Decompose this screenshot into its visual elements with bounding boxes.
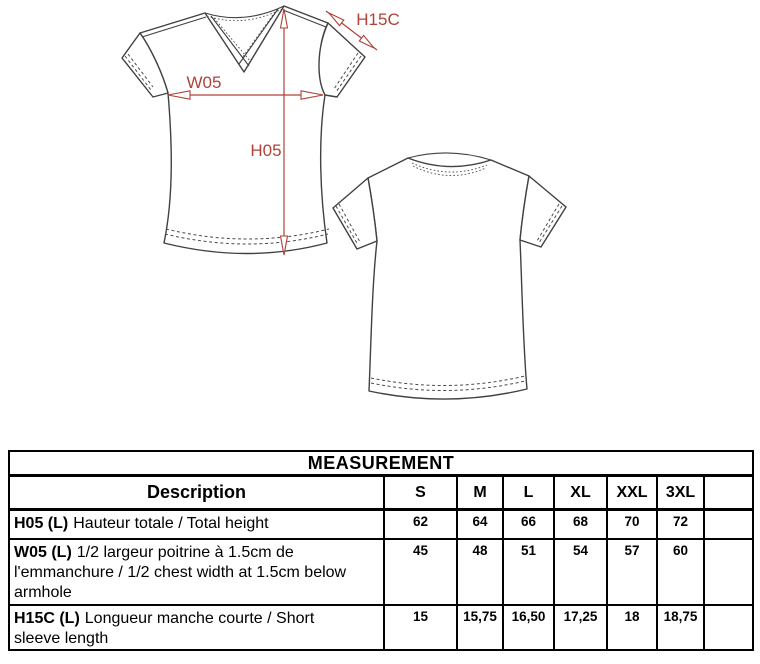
back-body-outline: [368, 158, 529, 399]
value-cell: 15: [384, 605, 457, 650]
value-cell: 18,75: [657, 605, 704, 650]
measure-code: H05 (L): [14, 515, 69, 532]
measure-desc: Longueur manche courte / Short sleeve length: [14, 609, 315, 647]
value-cell: 60: [657, 539, 704, 605]
value-cell: 15,75: [457, 605, 503, 650]
value-cell: 51: [503, 539, 554, 605]
value-cell: 18: [607, 605, 657, 650]
size-header-s: S: [384, 476, 457, 510]
table-header-row: [9, 476, 753, 510]
value-cell: 45: [384, 539, 457, 605]
value-cell: 64: [457, 510, 503, 539]
size-header-empty: [704, 476, 753, 510]
w05-label: W05: [186, 73, 222, 92]
value-cell: 16,50: [503, 605, 554, 650]
description-header: Description: [9, 476, 384, 510]
value-cell: 54: [554, 539, 607, 605]
table-title-row: [9, 451, 753, 476]
value-cell: 17,25: [554, 605, 607, 650]
h05-label: H05: [250, 141, 282, 160]
size-header-m: M: [457, 476, 503, 510]
row-description: [9, 510, 384, 539]
row-description: [9, 539, 384, 605]
front-right-sleeve: [319, 23, 365, 97]
table-row-h05: [9, 510, 753, 539]
size-header-l: L: [503, 476, 554, 510]
table-row-w05: [9, 539, 753, 605]
value-cell: 72: [657, 510, 704, 539]
size-header-xl: XL: [554, 476, 607, 510]
value-cell: 62: [384, 510, 457, 539]
table-title: MEASUREMENT: [9, 451, 753, 476]
value-cell-empty: [704, 510, 753, 539]
tshirt-front-view: [122, 6, 365, 254]
size-header-xxl: XXL: [607, 476, 657, 510]
measure-code: W05 (L): [14, 543, 72, 561]
measure-desc: Hauteur totale / Total height: [73, 515, 269, 532]
row-description: [9, 605, 384, 650]
measure-desc: 1/2 largeur poitrine à 1.5cm de l'emmanchure / 1/2 chest width at 1.5cm below armhole: [14, 543, 347, 601]
measure-code: H15C (L): [14, 609, 80, 627]
measurement-table: [8, 450, 754, 651]
value-cell: 66: [503, 510, 554, 539]
back-collar-top: [408, 153, 491, 160]
value-cell-empty: [704, 539, 753, 605]
table-row-h15c: [9, 605, 753, 650]
value-cell: 48: [457, 539, 503, 605]
front-body-outline: [140, 6, 328, 254]
h15c-label: H15C: [356, 10, 400, 29]
value-cell: 68: [554, 510, 607, 539]
value-cell: 70: [607, 510, 657, 539]
back-left-sleeve: [333, 178, 377, 249]
value-cell: 57: [607, 539, 657, 605]
tshirt-back-view: [333, 153, 566, 399]
value-cell-empty: [704, 605, 753, 650]
size-header-3xl: 3XL: [657, 476, 704, 510]
